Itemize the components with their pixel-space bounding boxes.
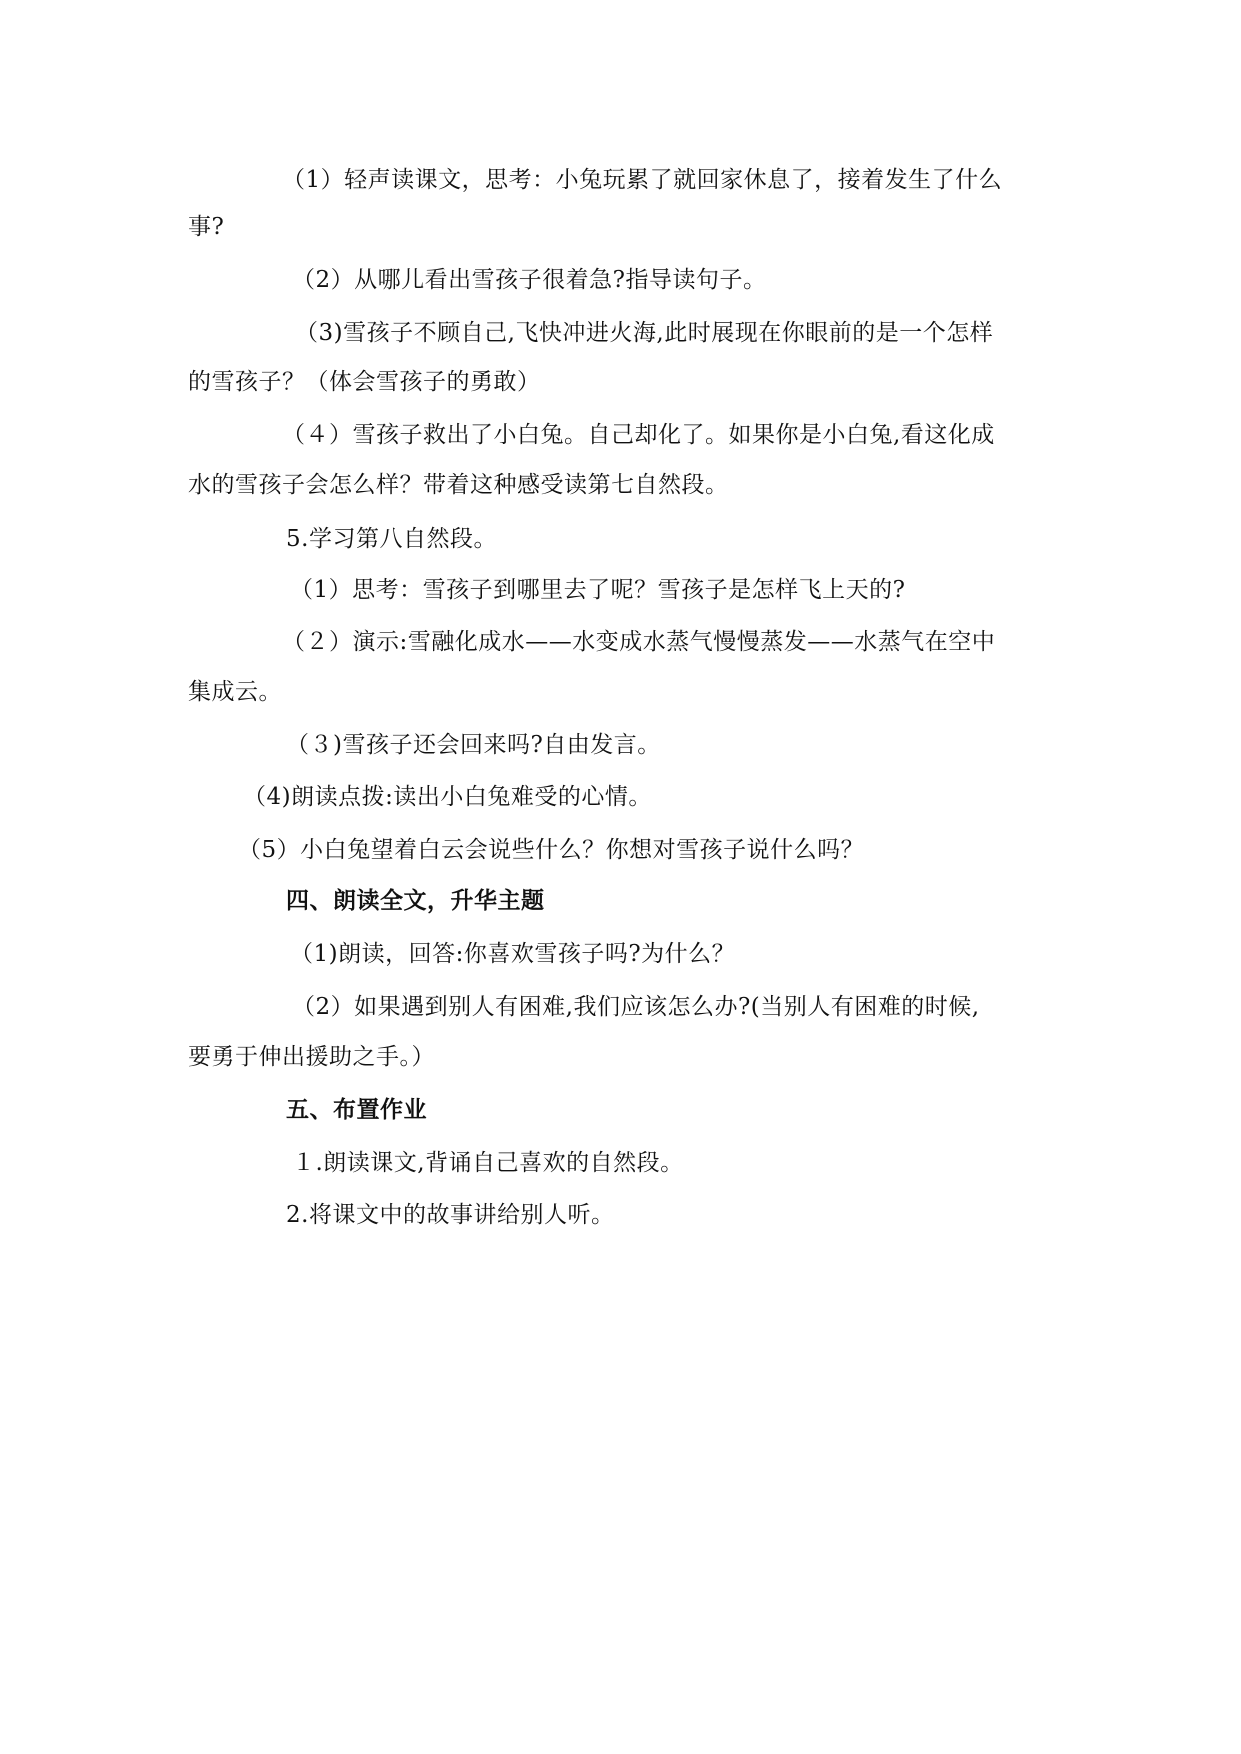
paragraph-line: （４）雪孩子救出了小白兔。自己却化了。如果你是小白兔,看这化成 (282, 422, 995, 448)
paragraph-line: 要勇于伸出援助之手。） (188, 1044, 435, 1070)
section-heading: 四、朗读全文，升华主题 (286, 888, 545, 914)
section-heading: 五、布置作业 (286, 1097, 427, 1123)
paragraph-line: （３)雪孩子还会回来吗?自由发言。 (286, 732, 661, 758)
paragraph-line: 水的雪孩子会怎么样？带着这种感受读第七自然段。 (188, 472, 729, 498)
paragraph-line: 2.将课文中的故事讲给别人听。 (286, 1202, 615, 1228)
paragraph-line: 事? (188, 214, 225, 240)
paragraph-line: （1）思考：雪孩子到哪里去了呢？雪孩子是怎样飞上天的? (290, 577, 906, 603)
paragraph-line: （3)雪孩子不顾自己,飞快冲进火海,此时展现在你眼前的是一个怎样 (295, 320, 994, 346)
paragraph-line: （4)朗读点拨:读出小白兔难受的心情。 (243, 784, 652, 810)
paragraph-line: 集成云。 (188, 679, 282, 705)
paragraph-line: 的雪孩子？（体会雪孩子的勇敢） (188, 369, 541, 395)
paragraph-line: （5）小白兔望着白云会说些什么？你想对雪孩子说什么吗？ (238, 837, 865, 863)
paragraph-line: （1)朗读，回答:你喜欢雪孩子吗?为什么？ (290, 941, 736, 967)
paragraph-line: 5.学习第八自然段。 (286, 526, 497, 552)
paragraph-line: （1）轻声读课文，思考：小兔玩累了就回家休息了，接着发生了什么 (282, 167, 1003, 193)
paragraph-line: （2）如果遇到别人有困难,我们应该怎么办?(当别人有困难的时候, (292, 994, 980, 1020)
paragraph-line: （２）演示:雪融化成水——水变成水蒸气慢慢蒸发——水蒸气在空中 (282, 629, 996, 655)
paragraph-line: （2）从哪儿看出雪孩子很着急?指导读句子。 (292, 267, 767, 293)
paragraph-line: １.朗读课文,背诵自己喜欢的自然段。 (292, 1150, 684, 1176)
